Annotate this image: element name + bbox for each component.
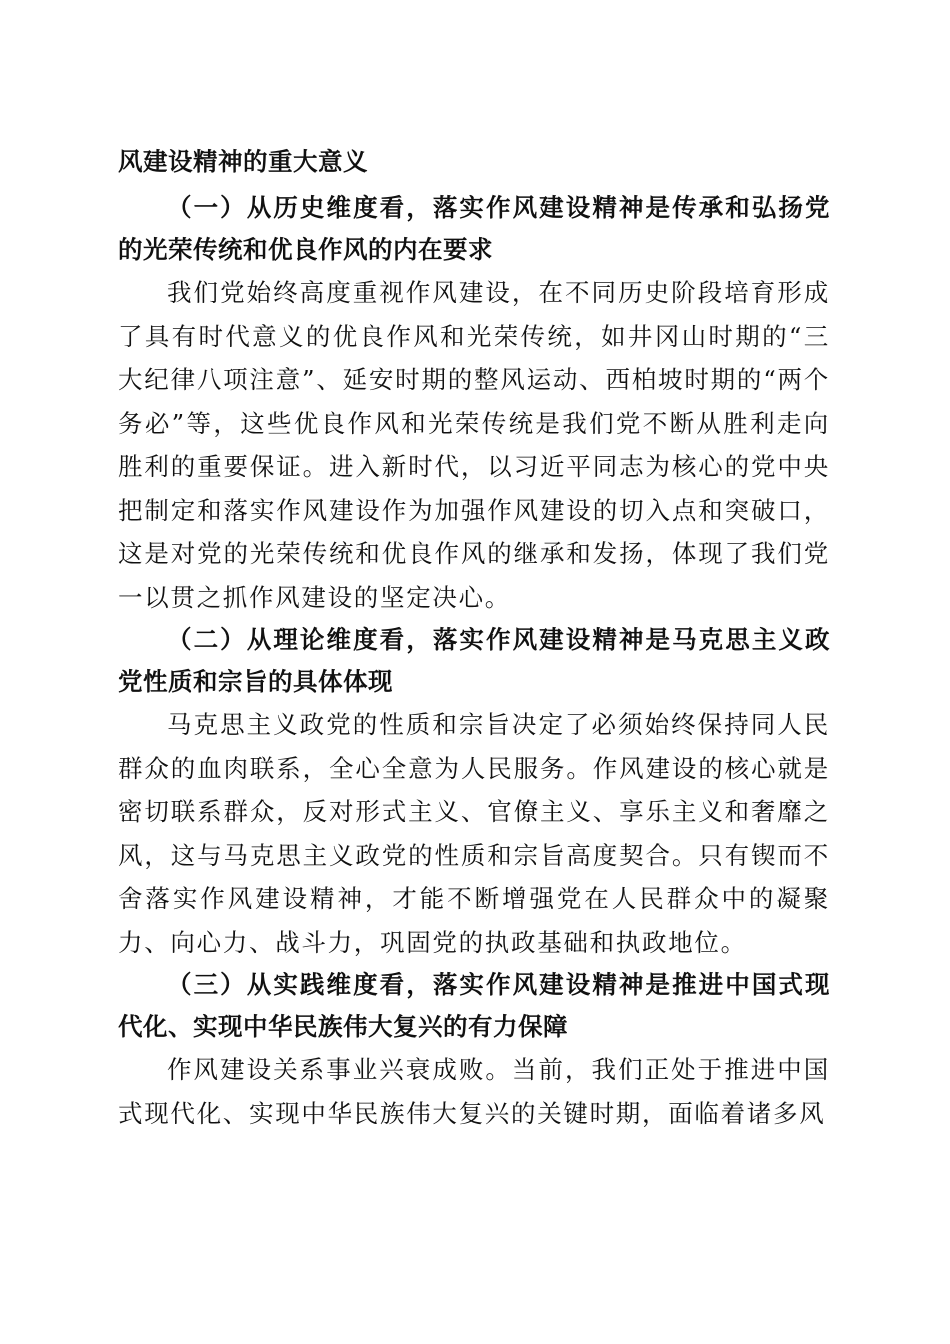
section-2 bbox=[118, 619, 830, 964]
section-1-body: 我们党始终高度重视作风建设，在不同历史阶段培育形成了具有时代意义的优良作风和光荣传统，如井冈山时期的“三大纪律八项注意”、延安时期的整风运动、西柏坡时期的“两个务必”等，这些优良作风和光荣传统是我们党不断从胜利走向胜利的重要保证。进入新时代，以习近平同志为核心的党中央把制定和落实作风建设作为加强作风建设的切入点和突破口，这是对党的光荣传统和优良作风的继承和发扬，体现了我们党一以贯之抓作风建设的坚定决心。 bbox=[118, 278, 830, 612]
page-top-heading: 风建设精神的重大意义 bbox=[118, 147, 368, 176]
section-3-heading-line-1: （三）从实践维度看，落实作风建设精神是推进中国式现 bbox=[167, 970, 830, 999]
section-1-heading-line-1: （一）从历史维度看，落实作风建设精神是传承和弘扬党 bbox=[167, 193, 830, 222]
section-1 bbox=[118, 187, 830, 619]
document-content bbox=[118, 141, 830, 1135]
section-3-body: 作风建设关系事业兴衰成败。当前，我们正处于推进中国式现代化、实现中华民族伟大复兴的关键时期，面临着诸多风 bbox=[118, 1055, 830, 1128]
section-2-heading-line-1: （二）从理论维度看，落实作风建设精神是马克思主义政 bbox=[167, 625, 830, 654]
section-3 bbox=[118, 964, 830, 1135]
section-2-body: 马克思主义政党的性质和宗旨决定了必须始终保持同人民群众的血肉联系，全心全意为人民服务。作风建设的核心就是密切联系群众，反对形式主义、官僚主义、享乐主义和奢靡之风，这与马克思主义政党的性质和宗旨高度契合。只有锲而不舍落实作风建设精神，才能不断增强党在人民群众中的凝聚力、向心力、战斗力，巩固党的执政基础和执政地位。 bbox=[118, 710, 830, 957]
section-1-heading-line-2: 的光荣传统和优良作风的内在要求 bbox=[118, 235, 493, 264]
section-2-heading-line-2: 党性质和宗旨的具体体现 bbox=[118, 667, 393, 696]
section-3-heading-line-2: 代化、实现中华民族伟大复兴的有力保障 bbox=[118, 1012, 568, 1041]
